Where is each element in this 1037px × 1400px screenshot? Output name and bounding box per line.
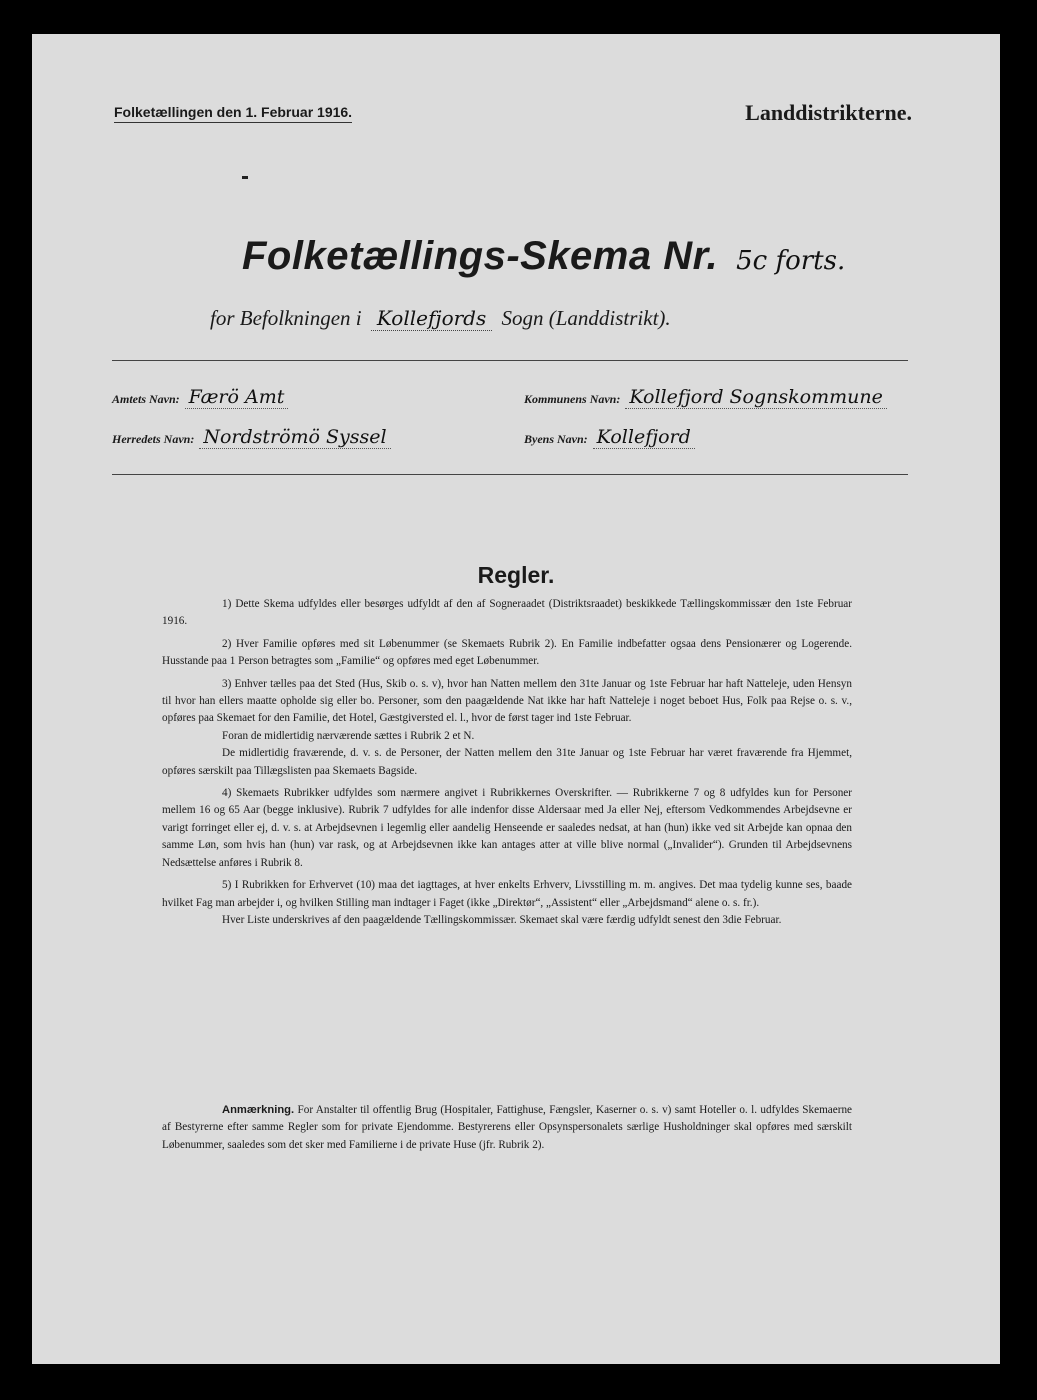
rule-paragraph: 5) I Rubrikken for Erhvervet (10) maa det iagttages, at hver enkelts Erhverv, Livsstilling m. m. angives. Det maa tydelig kunne ses, baade hvilket Fag man arbejder i, og hvilken Stilling man indtager i Faget (ikke „Direktør“, „Assistent“ eller „Arbejdsmand“ alene o. s. fr.).: [162, 879, 852, 909]
rule-paragraph: 3) Enhver tælles paa det Sted (Hus, Skib o. s. v), hvor han Natten mellem den 31te Januar og 1ste Februar har haft Natteleje, uden Hensyn til hvor han ellers maatte opholde sig eller bo. Personer, som den paagældende Nat ikke har haft Natteleje i noget beboet Hus, Folk paa Rejse o. s. v., opføres paa Skemaet for den Familie, det Hotel, Gæstgiversted el. l., hvor de først tager ind 1ste Februar.: [162, 677, 852, 725]
by-field: [524, 426, 695, 448]
herred-field: [112, 426, 391, 448]
kommune-field: [524, 386, 887, 408]
rule-paragraph: Foran de midlertidig nærværende sættes i Rubrik 2 et N.: [222, 729, 475, 742]
form-number-handwritten: 5c forts.: [736, 246, 846, 276]
parish-name-handwritten: Kollefjords: [371, 306, 492, 331]
remark-paragraph: [162, 1102, 852, 1154]
amt-label: Amtets Navn:: [112, 392, 180, 406]
rules-heading: Regler.: [477, 562, 555, 588]
rule-paragraph: 1) Dette Skema udfyldes eller besørges udfyldt af den af Sogneraadet (Distriktsraadet) beskikkede Tællingskommissær den 1ste Februar 1916.: [162, 598, 852, 628]
form-subtitle: [210, 306, 671, 331]
rule-paragraph: 2) Hver Familie opføres med sit Løbenummer (se Skemaets Rubrik 2). En Familie indbefatter ogsaa dens Pensionærer og Logerende. Husstande paa 1 Person betragtes som „Familie“ og opføres med eget Løbenummer.: [162, 637, 852, 668]
form-title: [242, 234, 845, 279]
ink-mark: [242, 176, 248, 179]
rules-body: [162, 596, 852, 934]
kommune-label: Kommunens Navn:: [524, 392, 621, 406]
herred-value: Nordströmö Syssel: [199, 426, 390, 449]
top-divider: [112, 360, 908, 361]
form-title-printed: Folketællings-Skema Nr.: [242, 234, 719, 278]
remark-label: Anmærkning.: [222, 1104, 295, 1116]
subtitle-suffix: Sogn (Landdistrikt).: [501, 306, 671, 330]
subtitle-prefix: for Befolkningen i: [210, 306, 362, 330]
amt-value: Færö Amt: [185, 386, 289, 409]
kommune-value: Kollefjord Sognskommune: [625, 386, 886, 409]
amt-field: [112, 386, 288, 408]
herred-label: Herredets Navn:: [112, 432, 195, 446]
by-value: Kollefjord: [593, 426, 695, 449]
rule-paragraph: De midlertidig fraværende, d. v. s. de Personer, der Natten mellem den 31te Januar og 1ste Februar har været fraværende fra Hjemmet, opføres særskilt paa Tillægslisten paa Skemaets Bagside.: [162, 747, 852, 777]
census-form-page: [32, 34, 1000, 1364]
district-type-header: Landdistrikterne.: [745, 100, 912, 125]
census-date-header: Folketællingen den 1. Februar 1916.: [114, 104, 352, 123]
remark-text: For Anstalter til offentlig Brug (Hospitaler, Fattighuse, Fængsler, Kaserner o. s. v) samt Hoteller o. l. udfyldes Skemaerne af Bestyrerne efter samme Regler som for private Ejendomme. Bestyrerens eller Opsynspersonalets særlige Husholdninger skal opføres med særskilt Løbenummer, saaledes som det sker med Familierne i de private Huse (jfr. Rubrik 2).: [162, 1104, 853, 1151]
rule-paragraph: Hver Liste underskrives af den paagældende Tællingskommissær. Skemaet skal være færdig udfyldt senest den 3die Februar.: [222, 913, 782, 926]
rule-paragraph: 4) Skemaets Rubrikker udfyldes som nærmere angivet i Rubrikkernes Overskrifter. — Rubrikkerne 7 og 8 udfyldes kun for Personer mellem 16 og 65 Aar (begge inklusive). Rubrik 7 udfyldes for alle indenfor disse Aldersaar med Ja eller Nej, eftersom Vedkommendes Arbejdsevne er varigt forringet eller ej, d. v. s. at Arbejdsevnen i legemlig eller aandelig Henseende er saaledes nedsat, at han (hun) ikke ved sit Arbejde kan opnaa den samme Løn, som hvis han (hun) var rask, og at Arbejdsevnen ikke kan antages atter at ville blive normal („Invalider“). Grunden til Arbejdsevnens Nedsættelse anføres i Rubrik 8.: [162, 787, 852, 869]
by-label: Byens Navn:: [524, 432, 588, 446]
bottom-divider: [112, 474, 908, 475]
